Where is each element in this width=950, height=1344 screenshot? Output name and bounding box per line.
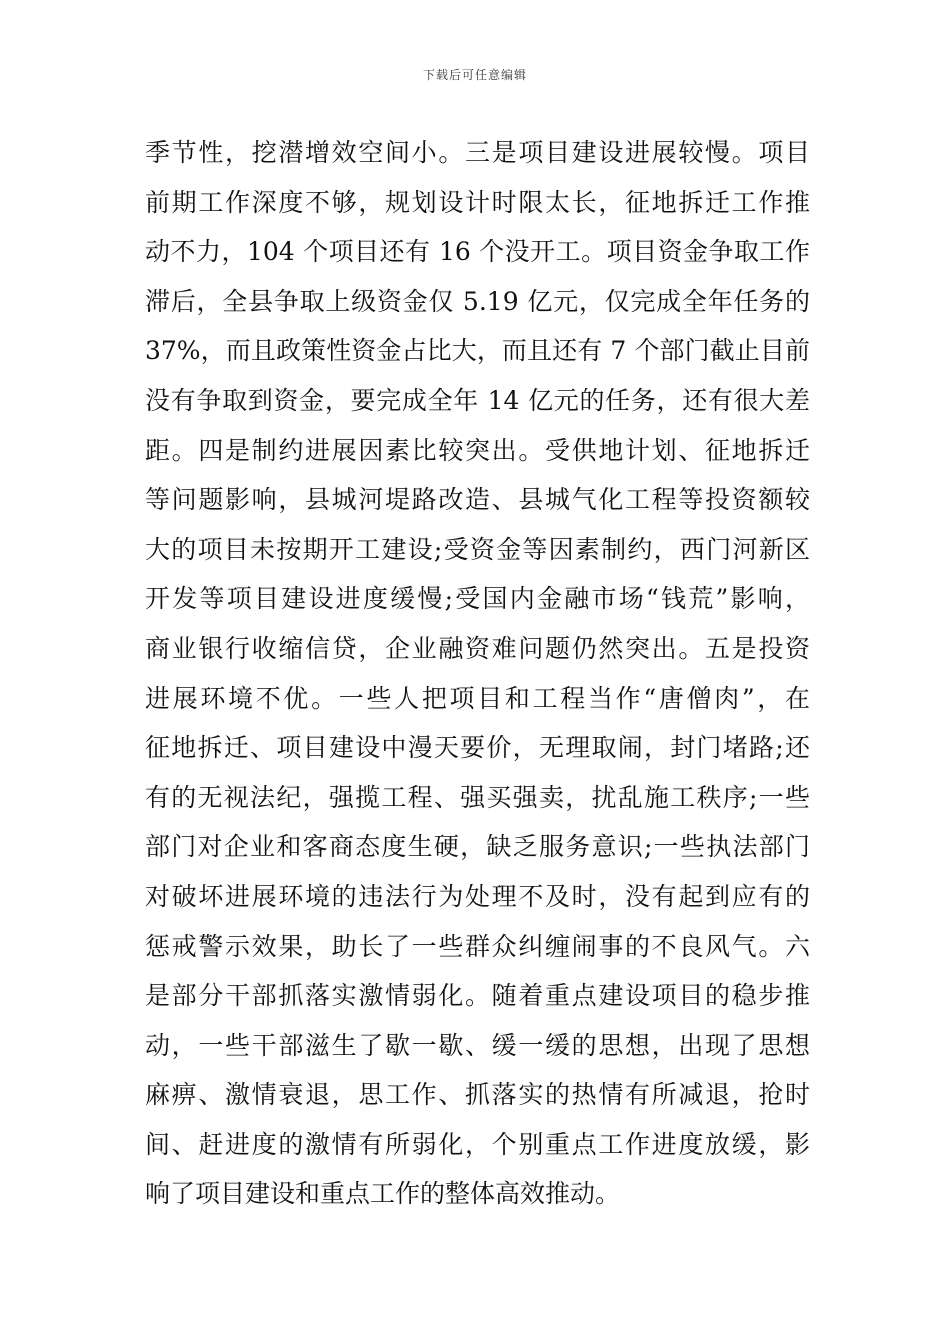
text-line: 商业银行收缩信贷，企业融资难问题仍然突出。五是投资 xyxy=(145,633,810,663)
text-line: 响了项目建设和重点工作的整体高效推动。 xyxy=(145,1179,621,1209)
text-line: 前期工作深度不够，规划设计时限太长，征地拆迁工作推 xyxy=(145,187,810,217)
text-line: 有的无视法纪，强揽工程、强买强卖，扰乱施工秩序;一些 xyxy=(145,782,810,812)
page-header: 下载后可任意编辑 xyxy=(422,68,527,82)
text-line: 部门对企业和客商态度生硬，缺乏服务意识;一些执法部门 xyxy=(145,832,810,862)
text-line: 麻痹、激情衰退，思工作、抓落实的热情有所减退，抢时 xyxy=(145,1080,810,1110)
text-line: 距。四是制约进展因素比较突出。受供地计划、征地拆迁 xyxy=(145,435,810,465)
text-line: 是部分干部抓落实激情弱化。随着重点建设项目的稳步推 xyxy=(145,981,810,1011)
text-line: 滞后，全县争取上级资金仅 5.19 亿元，仅完成全年任务的 xyxy=(145,286,810,316)
text-line: 动不力，104 个项目还有 16 个没开工。项目资金争取工作 xyxy=(145,237,810,267)
body-paragraph xyxy=(145,128,810,1219)
text-line: 季节性，挖潜增效空间小。三是项目建设进展较慢。项目 xyxy=(145,138,810,167)
text-line: 没有争取到资金，要完成全年 14 亿元的任务，还有很大差 xyxy=(145,385,810,415)
text-line: 间、赶进度的激情有所弱化，个别重点工作进度放缓，影 xyxy=(145,1129,810,1159)
text-line: 惩戒警示效果，助长了一些群众纠缠闹事的不良风气。六 xyxy=(145,931,810,961)
text-line: 等问题影响，县城河堤路改造、县城气化工程等投资额较 xyxy=(145,485,810,515)
text-line: 对破坏进展环境的违法行为处理不及时，没有起到应有的 xyxy=(145,881,810,911)
text-line: 征地拆迁、项目建设中漫天要价，无理取闹，封门堵路;还 xyxy=(145,733,810,763)
text-line: 进展环境不优。一些人把项目和工程当作“唐僧肉”，在 xyxy=(145,683,810,713)
text-line: 37%，而且政策性资金占比大，而且还有 7 个部门截止目前 xyxy=(145,336,810,366)
text-line: 大的项目未按期开工建设;受资金等因素制约，西门河新区 xyxy=(145,534,810,564)
text-line: 开发等项目建设进度缓慢;受国内金融市场“钱荒”影响， xyxy=(145,584,810,614)
text-line: 动，一些干部滋生了歇一歇、缓一缓的思想，出现了思想 xyxy=(145,1030,810,1060)
